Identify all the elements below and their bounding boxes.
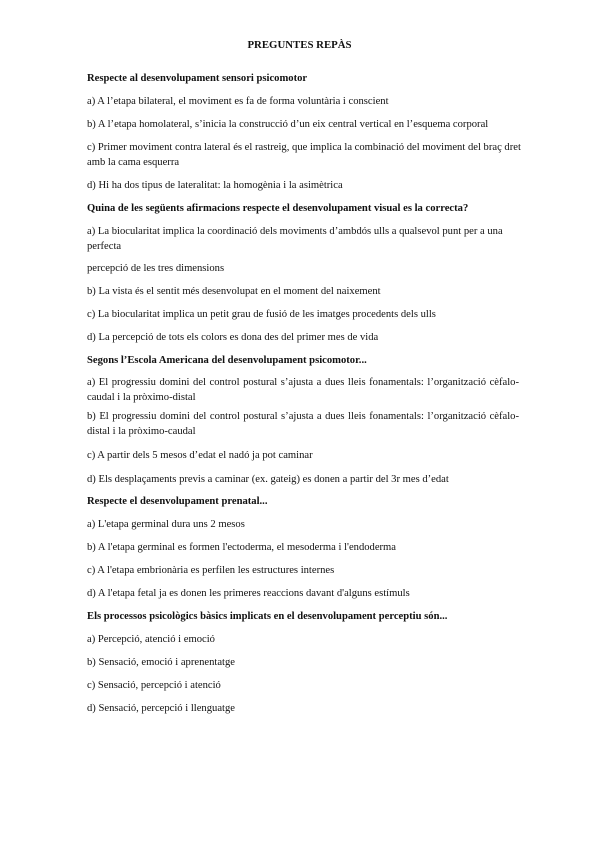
answer-option: c) A l'etapa embrionària es perfilen les estructures internes [87, 565, 335, 576]
question-heading: Segons l’Escola Americana del desenvolupament psicomotor... [87, 355, 367, 366]
answer-option: d) A l'etapa fetal ja es donen les primeres reaccions davant d'alguns estímuls [87, 588, 410, 599]
page-title: PREGUNTES REPÀS [247, 39, 352, 51]
question-heading: Quina de les següents afirmacions respecte el desenvolupament visual es la correcta? [87, 203, 469, 214]
question-heading: Respecte al desenvolupament sensori psicomotor [87, 73, 308, 84]
answer-option: b) La vista és el sentit més desenvolupat en el moment del naixement [87, 286, 381, 297]
answer-option: percepció de les tres dimensions [87, 263, 225, 274]
answer-option: b) Sensació, emoció i aprenentatge [87, 657, 235, 668]
answer-option: a) La biocularitat implica la coordinació dels moviments d’ambdós ulls a qualsevol punt per a una perfecta [87, 226, 503, 252]
answer-option: a) Percepció, atenció i emoció [87, 634, 215, 645]
answer-option: b) A l’etapa homolateral, s’inicia la construcció d’un eix central vertical en l’esquema corporal [87, 119, 489, 130]
answer-option: d) Hi ha dos tipus de lateralitat: la homogènia i la asimètrica [87, 180, 343, 191]
answer-option: d) Els desplaçaments previs a caminar (ex. gateig) es donen a partir del 3r mes d’edat [87, 474, 449, 485]
answer-option: c) La biocularitat implica un petit grau de fusió de les imatges procedents dels ulls [87, 309, 436, 320]
answer-option: a) A l’etapa bilateral, el moviment es fa de forma voluntària i conscient [87, 96, 389, 107]
answer-option: c) Sensació, percepció i atenció [87, 680, 221, 691]
answer-option: b) A l'etapa germinal es formen l'ectoderma, el mesoderma i l'endoderma [87, 542, 397, 553]
answer-option: c) Primer moviment contra lateral és el rastreig, que implica la combinació del moviment del braç dret amb la cama esquerra [87, 142, 521, 168]
answer-option: d) La percepció de tots els colors es dona des del primer mes de vida [87, 332, 379, 343]
question-heading: Respecte el desenvolupament prenatal... [87, 496, 268, 507]
answer-option: d) Sensació, percepció i llenguatge [87, 703, 235, 714]
answer-option: b) El progressiu domini del control postural s’ajusta a dues lleis fonamentals: l’organització cèfalo-distal i la pròximo-caudal [87, 411, 519, 437]
answer-option: a) El progressiu domini del control postural s’ajusta a dues lleis fonamentals: l’organització cèfalo-caudal i la pròximo-distal [87, 377, 519, 403]
answer-option: a) L'etapa germinal dura uns 2 mesos [87, 519, 245, 530]
answer-option: c) A partir dels 5 mesos d’edat el nadó ja pot caminar [87, 450, 313, 461]
question-heading: Els processos psicològics bàsics implicats en el desenvolupament perceptiu són... [87, 611, 448, 622]
